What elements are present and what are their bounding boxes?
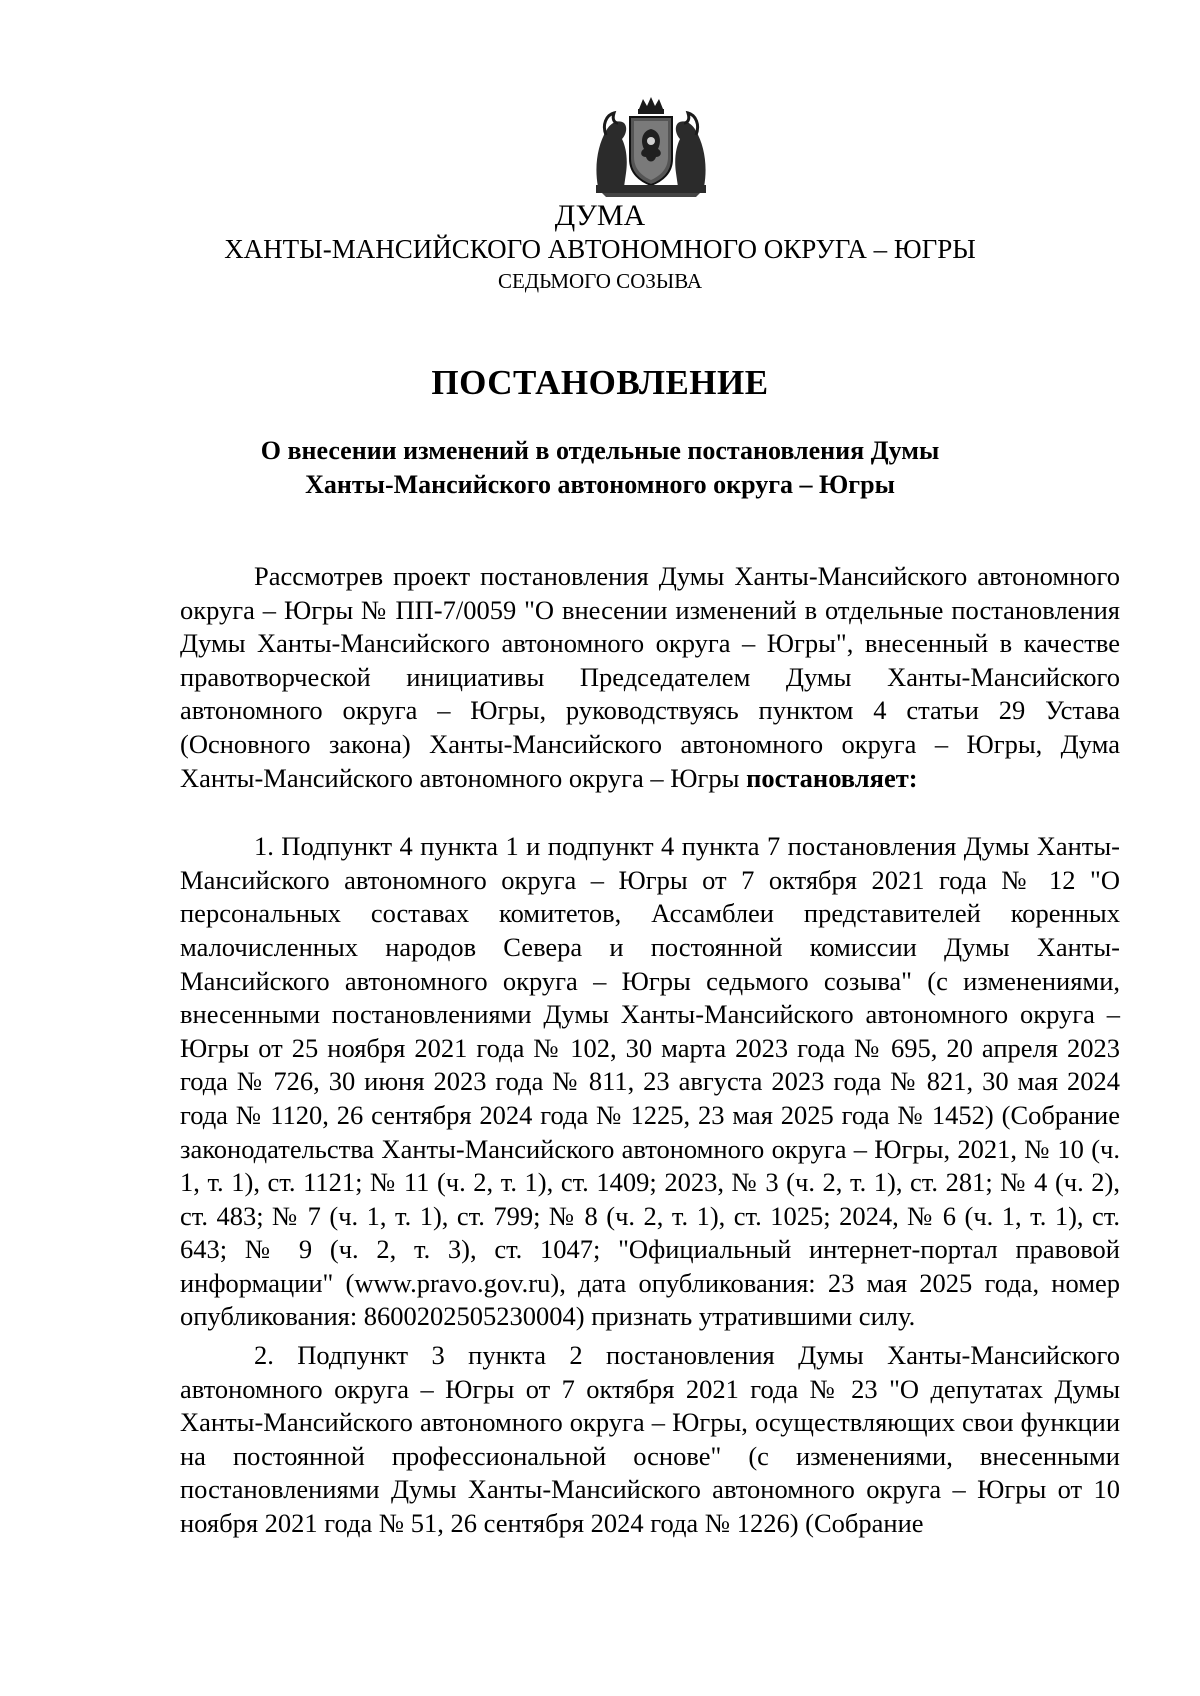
- subject-line-1: О внесении изменений в отдельные постановления Думы: [260, 436, 940, 465]
- document-type-heading: ПОСТАНОВЛЕНИЕ: [431, 363, 769, 402]
- document-subject: [150, 434, 1050, 502]
- subject-line-2: Ханты-Мансийского автономного округа – Югры: [305, 470, 895, 499]
- preamble-resolves: постановляет:: [746, 762, 918, 793]
- document-body: [180, 560, 1120, 1541]
- convocation-title: СЕДЬМОГО СОЗЫВА: [497, 269, 703, 293]
- preamble-text: Рассмотрев проект постановления Думы Ханты-Мансийского автономного округа – Югры № ПП-7/0059 "О внесении изменений в отдельные постановления Думы Ханты-Мансийского автономного округа – Югры", внесенный в качестве правотворческой инициативы Председателем Думы Ханты-Мансийского автономного округа – Югры, руководствуясь пунктом 4 статьи 29 Устава (Основного закона) Ханты-Мансийского автономного округа – Югры, Дума Ханты-Мансийского автономного округа – Югры: [180, 561, 1120, 793]
- preamble-paragraph: [180, 560, 1120, 795]
- item-1-paragraph: 1. Подпункт 4 пункта 1 и подпункт 4 пункта 7 постановления Думы Ханты-Мансийского автономного округа – Югры от 7 октября 2021 года № 12 "О персональных составах комитетов, Ассамблеи представителей коренных малочисленных народов Севера и постоянной комиссии Думы Ханты-Мансийского автономного округа – Югры седьмого созыва" (с изменениями, внесенными постановлениями Думы Ханты-Мансийского автономного округа – Югры от 25 ноября 2021 года № 102, 30 марта 2023 года № 695, 20 апреля 2023 года № 726, 30 июня 2023 года № 811, 23 августа 2023 года № 821, 30 мая 2024 года № 1120, 26 сентября 2024 года № 1225, 23 мая 2025 года № 1452) (Собрание законодательства Ханты-Мансийского автономного округа – Югры, 2021, № 10 (ч. 1, т. 1), ст. 1121; № 11 (ч. 2, т. 1), ст. 1409; 2023, № 3 (ч. 2, т. 1), ст. 281; № 4 (ч. 2), ст. 483; № 7 (ч. 1, т. 1), ст. 799; № 8 (ч. 2, т. 1), ст. 1025; 2024, № 6 (ч. 1, т. 1), ст. 643; № 9 (ч. 2, т. 3), ст. 1047; "Официальный интернет-портал правовой информации" (www.pravo.gov.ru), дата опубликования: 23 мая 2025 года, номер опубликования: 8600202505230004) признать утратившими силу.: [180, 831, 1120, 1332]
- okrug-title: ХАНТЫ-МАНСИЙСКОГО АВТОНОМНОГО ОКРУГА – ЮГРЫ: [224, 234, 976, 264]
- organization-title: ДУМА: [554, 199, 646, 232]
- item-2-paragraph: 2. Подпункт 3 пункта 2 постановления Думы Ханты-Мансийского автономного округа – Югры от 7 октября 2021 года № 23 "О депутатах Думы Ханты-Мансийского автономного округа – Югры, осуществляющих свои функции на постоянной профессиональной основе" (с изменениями, внесенными постановлениями Думы Ханты-Мансийского автономного округа – Югры от 10 ноября 2021 года № 51, 26 сентября 2024 года № 1226) (Собрание: [180, 1340, 1120, 1539]
- coat-of-arms-icon: [592, 95, 710, 197]
